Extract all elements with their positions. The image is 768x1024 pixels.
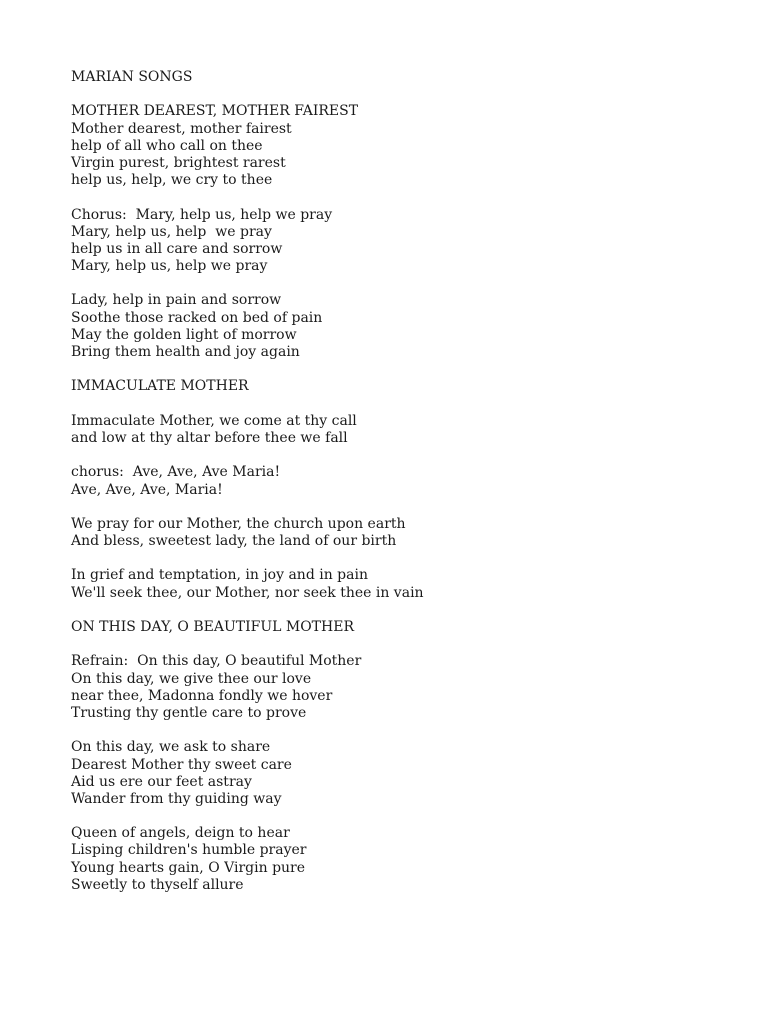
spacer [71,602,731,619]
lyric-line: Mary, help us, help we pray [71,258,268,275]
lyric-line: Dearest Mother thy sweet care [71,756,292,773]
lyric-line: Young hearts gain, O Virgin pure [71,859,306,876]
lyric-line: Immaculate Mother, we come at thy call [71,412,357,429]
spacer [71,447,731,464]
stanza [71,825,731,894]
lyric-line: Soothe those racked on bed of pain [71,309,323,326]
lyric-line: We'll seek thee, our Mother, nor seek thee in vain [71,584,424,601]
song-immaculate-mother [71,378,731,601]
lyric-line: Ave, Ave, Ave, Maria! [71,481,223,498]
lyric-line: And bless, sweetest lady, the land of our birth [71,533,397,550]
spacer [71,808,731,825]
lyric-line: Mother dearest, mother fairest [71,120,292,137]
lyric-line: Lady, help in pain and sorrow [71,292,282,309]
stanza [71,292,731,361]
spacer [71,275,731,292]
song-title: ON THIS DAY, O BEAUTIFUL MOTHER [71,619,354,635]
lyric-line: In grief and temptation, in joy and in pain [71,567,368,584]
spacer [71,636,731,653]
document-page [71,69,731,894]
lyric-line: and low at thy altar before thee we fall [71,429,348,446]
lyric-line: Wander from thy guiding way [71,790,282,807]
spacer [71,396,731,413]
lyric-line: Lisping children's humble prayer [71,842,307,859]
lyric-line: Trusting thy gentle care to prove [71,704,307,721]
spacer [71,722,731,739]
chorus-stanza [71,464,731,498]
lyric-line: Chorus: Mary, help us, help we pray [71,206,333,223]
lyric-line: May the golden light of morrow [71,326,297,343]
lyric-line: help us in all care and sorrow [71,240,283,257]
lyric-line: Refrain: On this day, O beautiful Mother [71,653,362,670]
stanza [71,121,731,190]
song-title: MOTHER DEAREST, MOTHER FAIREST [71,103,359,120]
refrain-stanza [71,653,731,722]
lyric-line: chorus: Ave, Ave, Ave Maria! [71,464,281,481]
lyric-line: Mary, help us, help we pray [71,223,272,240]
spacer [71,361,731,378]
spacer [71,499,731,516]
lyric-line: We pray for our Mother, the church upon earth [71,515,406,532]
lyric-line: near thee, Madonna fondly we hover [71,687,333,704]
lyric-line: Aid us ere our feet astray [71,773,252,790]
lyric-line: Queen of angels, deign to hear [71,825,290,842]
spacer [71,550,731,567]
lyric-line: Bring them health and joy again [71,344,300,360]
lyric-line: help us, help, we cry to thee [71,172,273,189]
spacer [71,86,731,103]
song-mother-dearest [71,103,731,361]
song-title: IMMACULATE MOTHER [71,378,249,395]
spacer [71,189,731,206]
stanza [71,567,731,601]
document-title: MARIAN SONGS [71,69,193,85]
lyric-line: Sweetly to thyself allure [71,876,244,893]
chorus-stanza [71,207,731,276]
lyric-line: On this day, we give thee our love [71,670,312,687]
stanza [71,739,731,808]
lyric-line: On this day, we ask to share [71,739,271,756]
lyric-line: help of all who call on thee [71,137,263,154]
stanza [71,516,731,550]
lyric-line: Virgin purest, brightest rarest [71,154,286,171]
stanza [71,413,731,447]
song-on-this-day [71,619,731,894]
